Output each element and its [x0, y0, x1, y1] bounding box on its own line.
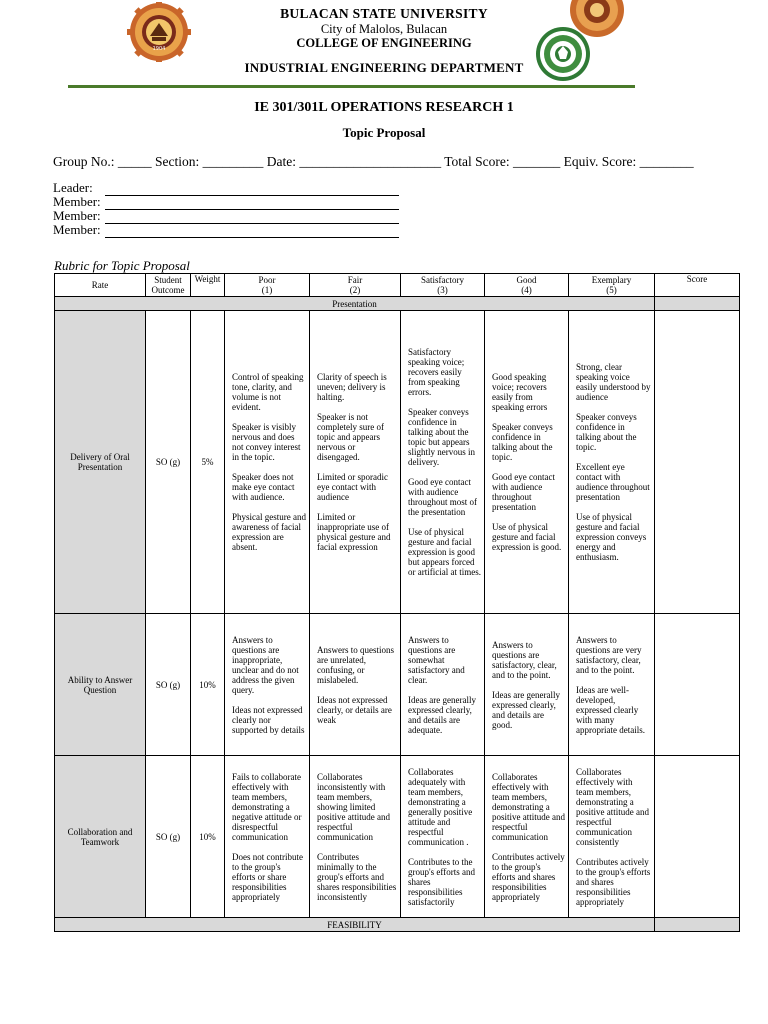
descriptor-text: Answers to questions are satisfactory, clear, and to the point. [492, 639, 557, 680]
header-fair-score: (2) [349, 285, 361, 295]
descriptor-text: Strong, clear speaking voice easily understood by audience [576, 362, 651, 402]
descriptor-text: Control of speaking tone, clarity, and volume is not evident. [232, 372, 304, 412]
descriptor-text: Does not contribute to the group's efforts or share responsibilities appropriately [232, 851, 303, 902]
descriptor-text: Contributes actively to the group's efforts and shares responsibilities appropriately [576, 856, 651, 907]
table-header-row [55, 274, 740, 297]
exemplary-descriptor-cell [569, 756, 655, 918]
descriptor-text: Speaker conveys confidence in talking about the topic. [492, 422, 553, 462]
descriptor-text: Collaborates effectively with team members, demonstrating a positive attitude and respectful communication [492, 771, 565, 842]
members-block [53, 182, 399, 238]
descriptor-text: Ideas are generally expressed clearly, and details are adequate. [408, 694, 476, 735]
header-outcome-line2: Outcome [151, 285, 185, 295]
descriptor-text: Limited or inappropriate use of physical gesture and facial expression [317, 512, 391, 552]
poor-descriptor-cell [225, 311, 310, 614]
descriptor-text: Answers to questions are somewhat satisfactory and clear. [408, 634, 465, 685]
good-descriptor-cell [485, 614, 569, 756]
header-poor-score: (1) [261, 285, 273, 295]
header-satisfactory-score: (3) [437, 285, 448, 295]
header-rate [55, 274, 146, 297]
rubric-table [54, 273, 740, 932]
header-fair-label: Fair [347, 275, 363, 285]
header-satisfactory [401, 274, 485, 297]
member-label: Member: [53, 208, 101, 223]
rubric-title: Rubric for Topic Proposal [54, 258, 190, 273]
descriptor-text: Ideas are generally expressed clearly, and details are good. [492, 689, 560, 730]
score-cell[interactable] [655, 614, 740, 756]
header-satisfactory-label: Satisfactory [421, 275, 464, 285]
section-presentation-label: Presentation [55, 297, 655, 311]
member-blank [105, 226, 399, 238]
descriptor-text: Speaker does not make eye contact with audience. [232, 472, 295, 502]
descriptor-text: Speaker conveys confidence in talking about the topic but appears slightly nervous in delivery. [408, 407, 475, 467]
poor-descriptor-cell [225, 756, 310, 918]
descriptor-text: Good eye contact with audience throughout most of the presentation [408, 477, 477, 517]
descriptor-text: Limited or sporadic eye contact with audience [317, 472, 388, 502]
member-blank [105, 212, 399, 224]
criterion-cell: Delivery of Oral Presentation [55, 311, 146, 614]
group-info-line: Group No.: _____ Section: _________ Date: _____________________ Total Score: _______ Equiv. Score: ________ [53, 154, 694, 169]
descriptor-text: Speaker is visibly nervous and does not convey interest in the topic. [232, 422, 301, 462]
descriptor-text: Contributes to the group's efforts and shares responsibilities satisfactorily [408, 856, 475, 907]
college-name: COLLEGE OF ENGINEERING [296, 36, 472, 50]
satisfactory-descriptor-cell [401, 311, 485, 614]
header-exemplary-score: (5) [606, 285, 617, 295]
descriptor-text: Clarity of speech is uneven; delivery is halting. [317, 372, 387, 402]
table-row [55, 756, 740, 918]
descriptor-text: Ideas are well-developed, expressed clearly with many appropriate details. [576, 684, 645, 735]
member-row [53, 224, 399, 238]
header-good-label: Good [516, 275, 537, 285]
descriptor-text: Fails to collaborate effectively with team members, demonstrating a negative attitude or disrespectful communication [232, 771, 302, 842]
criterion-cell: Ability to Answer Question [55, 614, 146, 756]
header-good-score: (4) [521, 285, 532, 295]
descriptor-text: Good eye contact with audience throughout presentation [492, 472, 555, 512]
descriptor-text: Physical gesture and awareness of facial expression are absent. [232, 512, 306, 552]
descriptor-text: Satisfactory speaking voice; recovers easily from speaking errors. [408, 347, 465, 397]
fair-descriptor-cell [310, 614, 401, 756]
section-feasibility-label: FEASIBILITY [55, 918, 655, 932]
leader-label: Leader: [53, 180, 93, 195]
university-city: City of Malolos, Bulacan [320, 22, 448, 36]
header-poor [225, 274, 310, 297]
member-blank [105, 198, 399, 210]
header-score-label: Score [686, 274, 708, 284]
criterion-cell: Collaboration and Teamwork [55, 756, 146, 918]
header-weight [191, 274, 225, 297]
university-name: BULACAN STATE UNIVERSITY [280, 6, 488, 21]
descriptor-text: Contributes actively to the group's efforts and shares responsibilities appropriately [492, 851, 565, 902]
document-title: Topic Proposal [342, 125, 426, 140]
table-row [55, 311, 740, 614]
header-poor-label: Poor [258, 275, 276, 285]
header-outcome [146, 274, 191, 297]
weight-cell: 5% [191, 311, 225, 614]
good-descriptor-cell [485, 311, 569, 614]
descriptor-text: Collaborates adequately with team members, demonstrating a generally positive attitude and respectful communication . [408, 766, 473, 847]
descriptor-text: Speaker conveys confidence in talking about the topic. [576, 412, 637, 452]
score-cell[interactable] [655, 311, 740, 614]
section-score-cell [655, 918, 740, 932]
outcome-cell: SO (g) [146, 311, 191, 614]
weight-cell: 10% [191, 756, 225, 918]
satisfactory-descriptor-cell [401, 756, 485, 918]
descriptor-text: Collaborates inconsistently with team members, showing limited positive attitude and respectful communication [317, 771, 390, 842]
header-score [655, 274, 740, 297]
exemplary-descriptor-cell [569, 614, 655, 756]
fair-descriptor-cell [310, 756, 401, 918]
descriptor-text: Good speaking voice; recovers easily from speaking errors [492, 372, 548, 412]
header-exemplary [569, 274, 655, 297]
descriptor-text: Speaker is not completely sure of topic and appears nervous or disengaged. [317, 412, 384, 462]
header-divider [68, 85, 635, 88]
seal-year: 1904 [152, 46, 166, 52]
header-rate-label: Rate [91, 280, 109, 290]
section-row-feasibility [55, 918, 740, 932]
fair-descriptor-cell [310, 311, 401, 614]
descriptor-text: Use of physical gesture and facial expression is good. [492, 522, 562, 552]
descriptor-text: Use of physical gesture and facial expression is good but appears forced or artificial at times. [408, 527, 481, 577]
score-cell[interactable] [655, 756, 740, 918]
course-title: IE 301/301L OPERATIONS RESEARCH 1 [254, 100, 514, 115]
descriptor-text: Excellent eye contact with audience throughout presentation [576, 462, 650, 502]
descriptor-text: Ideas not expressed clearly nor supported by details [232, 704, 305, 735]
member-label: Member: [53, 222, 101, 237]
poor-descriptor-cell [225, 614, 310, 756]
weight-cell: 10% [191, 614, 225, 756]
member-label: Member: [53, 194, 101, 209]
header-outcome-line1: Student [154, 275, 182, 285]
header-weight-label: Weight [194, 274, 221, 284]
descriptor-text: Ideas not expressed clearly, or details are weak [317, 694, 392, 725]
satisfactory-descriptor-cell [401, 614, 485, 756]
header-good [485, 274, 569, 297]
descriptor-text: Answers to questions are very satisfactory, clear, and to the point. [576, 634, 642, 675]
good-descriptor-cell [485, 756, 569, 918]
descriptor-text: Use of physical gesture and facial expression conveys energy and enthusiasm. [576, 512, 647, 562]
outcome-cell: SO (g) [146, 614, 191, 756]
exemplary-descriptor-cell [569, 311, 655, 614]
outcome-cell: SO (g) [146, 756, 191, 918]
header-exemplary-label: Exemplary [591, 275, 632, 285]
department-name: INDUSTRIAL ENGINEERING DEPARTMENT [244, 60, 524, 75]
section-score-cell [655, 297, 740, 311]
descriptor-text: Collaborates effectively with team members, demonstrating a positive attitude and respectful communication consistently [576, 766, 649, 847]
descriptor-text: Answers to questions are unrelated, confusing, or mislabeled. [317, 644, 394, 685]
leader-blank [105, 184, 399, 196]
descriptor-text: Answers to questions are inappropriate, unclear and do not address the given query. [232, 634, 299, 695]
section-row-presentation [55, 297, 740, 311]
descriptor-text: Contributes minimally to the group's efforts and shares responsibilities inconsistently [317, 851, 397, 902]
table-row [55, 614, 740, 756]
header-fair [310, 274, 401, 297]
